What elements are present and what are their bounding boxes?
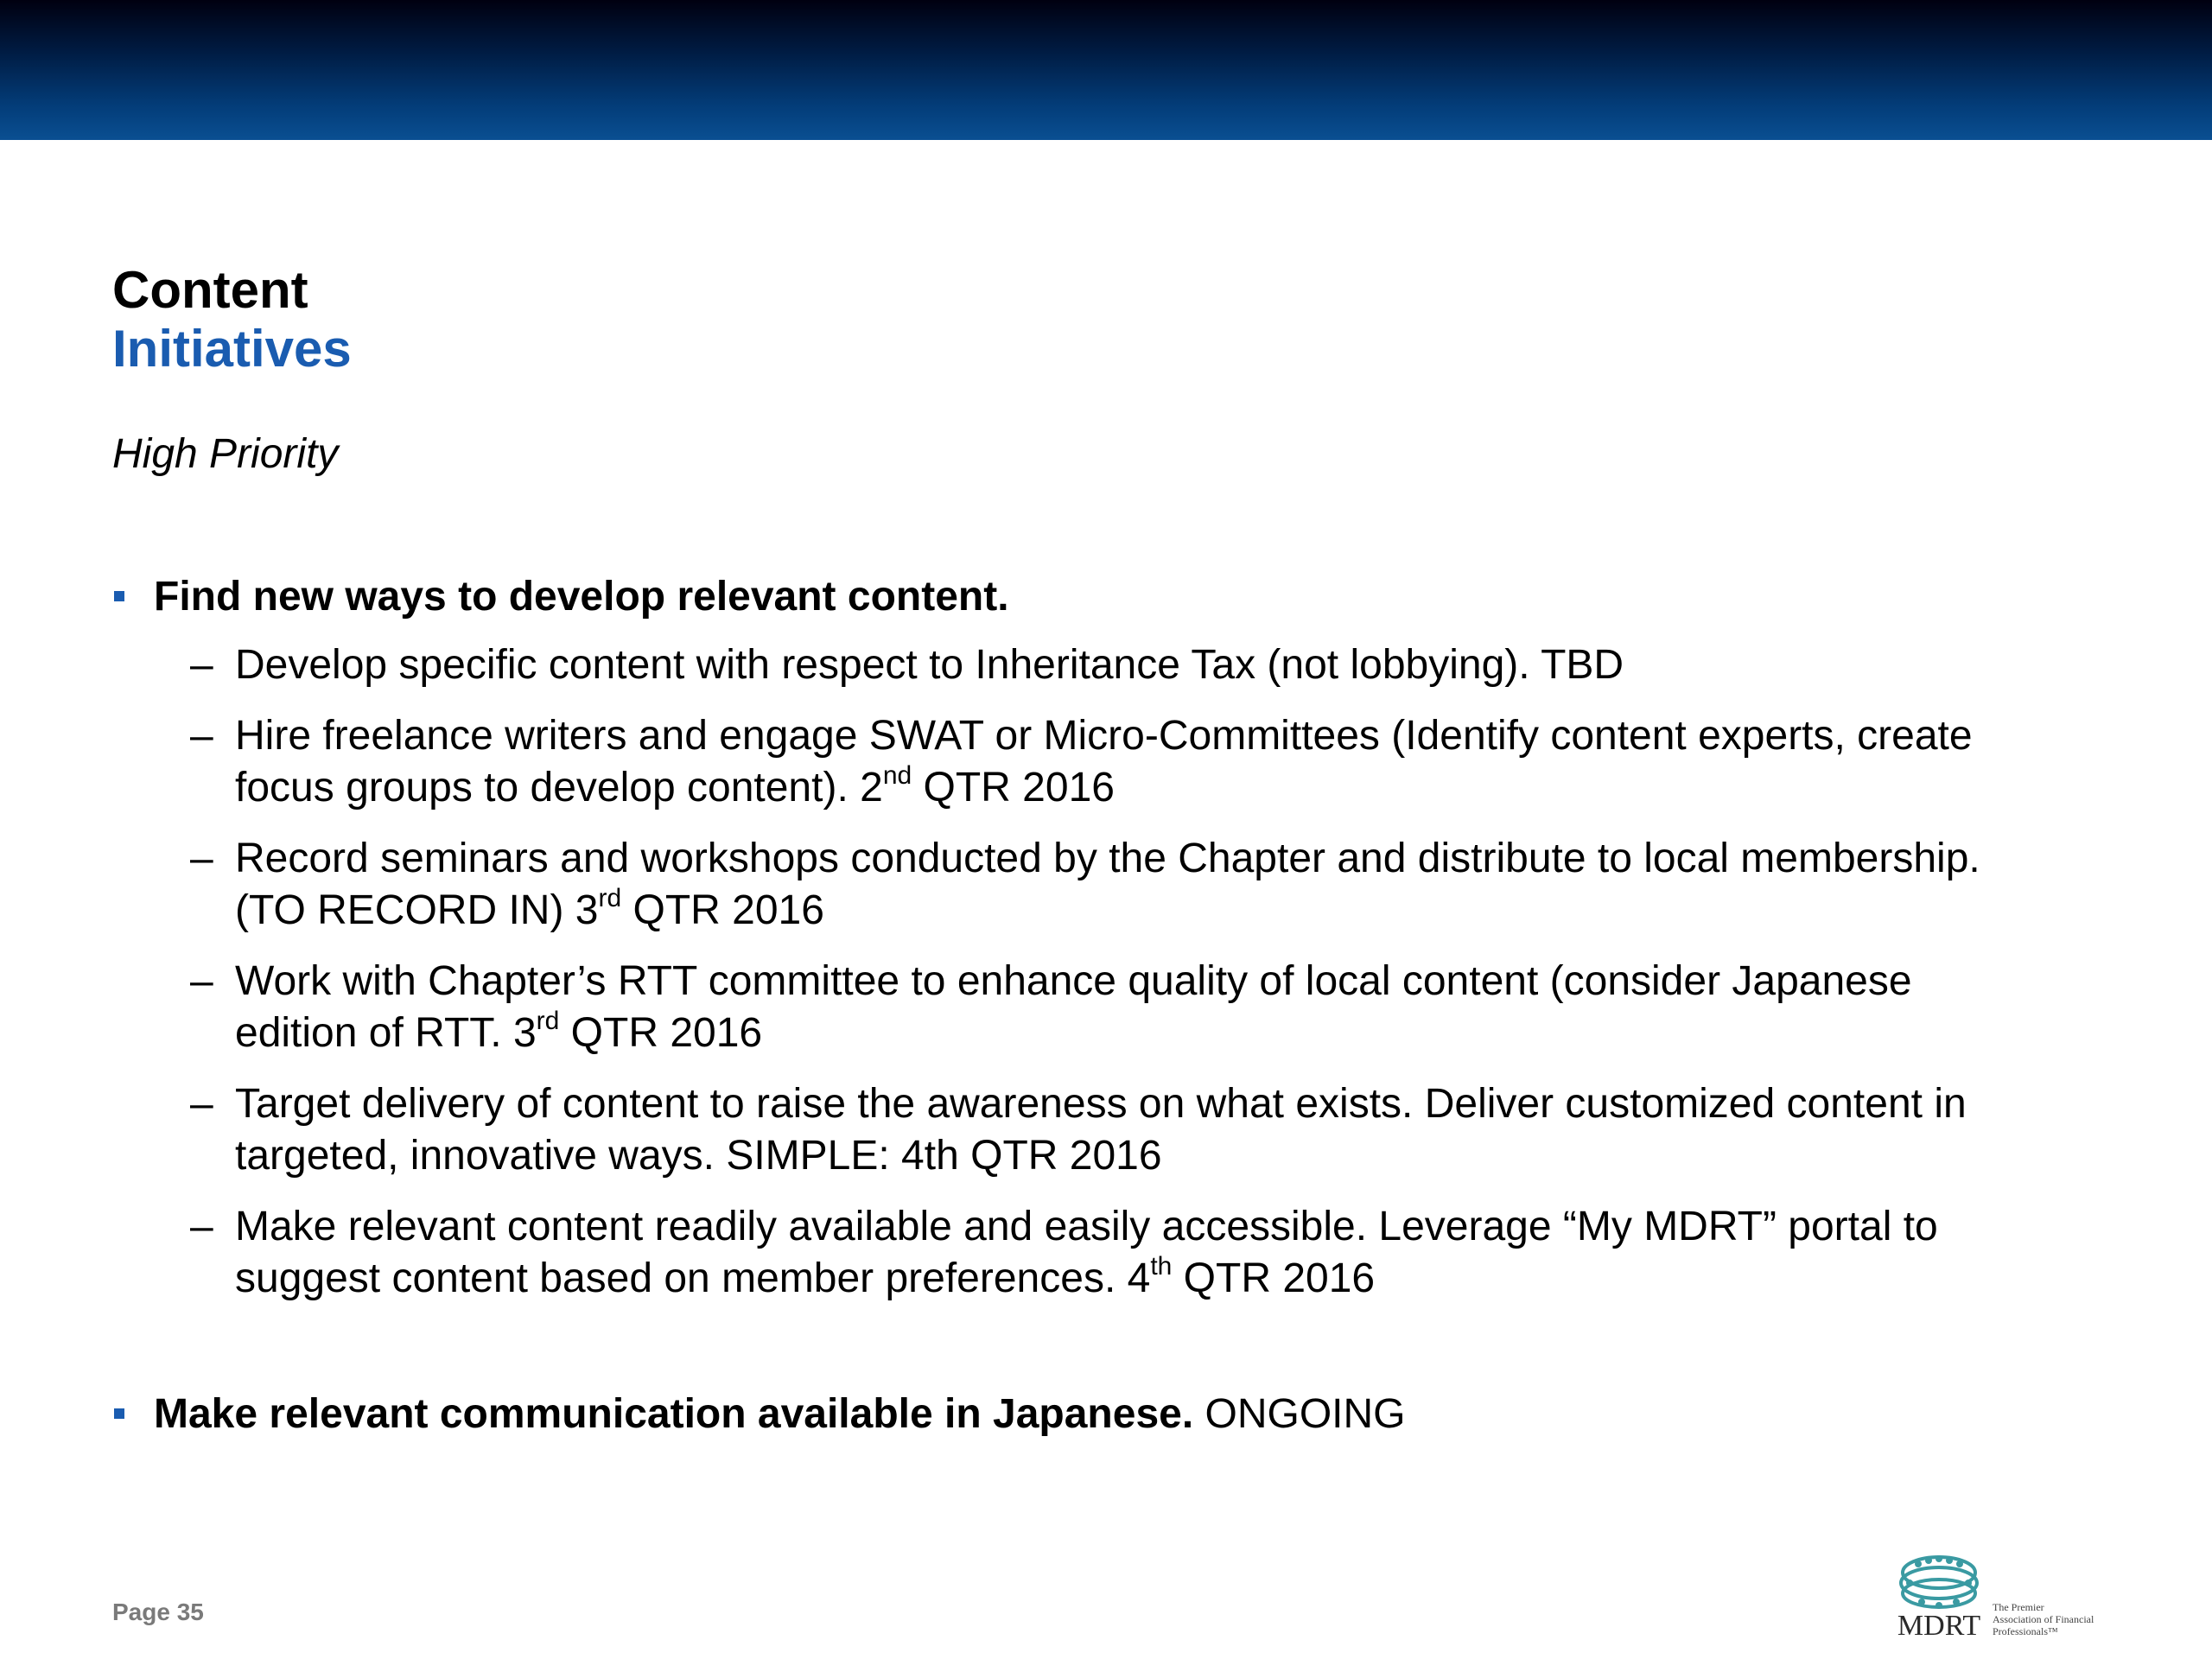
sub-item-text-line1: Work with Chapter’s RTT committee to enhance quality of local content (consider Japanese — [235, 958, 1912, 1004]
sub-item — [190, 833, 2074, 937]
sub-item — [190, 1078, 2074, 1182]
ordinal-suffix: rd — [536, 1007, 560, 1035]
sub-item-text-line2: (TO RECORD IN) 3 — [235, 887, 599, 933]
sub-item — [190, 710, 2074, 814]
sub-item-date: QTR 2016 — [912, 765, 1115, 810]
sub-item — [190, 639, 2074, 691]
page-number: Page 35 — [112, 1599, 204, 1625]
sub-item-text-line2: focus groups to develop content). 2 — [235, 765, 883, 810]
title-line-initiatives: Initiatives — [112, 320, 352, 378]
bullet-2-status: ONGOING — [1193, 1391, 1406, 1437]
sub-item-text-line2: targeted, innovative ways. SIMPLE: 4th QTR 2016 — [235, 1133, 1162, 1179]
sub-item-date: QTR 2016 — [621, 887, 824, 933]
square-bullet-icon — [114, 591, 124, 601]
sub-item — [190, 1201, 2074, 1305]
svg-text:The Premier: The Premier — [1993, 1601, 2044, 1613]
dash-bullet-icon: – — [190, 1081, 213, 1127]
svg-text:MDRT: MDRT — [1897, 1610, 1981, 1642]
header-band — [0, 0, 2212, 140]
dash-bullet-icon: – — [190, 713, 213, 759]
square-bullet-icon — [114, 1408, 124, 1419]
sub-item-date: QTR 2016 — [559, 1010, 763, 1056]
priority-subtitle: High Priority — [112, 431, 339, 477]
ordinal-suffix: nd — [882, 761, 912, 790]
sub-item-date: QTR 2016 — [1172, 1255, 1376, 1301]
sub-item — [190, 956, 2074, 1059]
dash-bullet-icon: – — [190, 642, 213, 688]
sub-item-text-line1: Hire freelance writers and engage SWAT or Micro-Committees (Identify content experts, create — [235, 713, 1973, 759]
dash-bullet-icon: – — [190, 1204, 213, 1249]
bullet-2-heading: Make relevant communication available in Japanese. — [154, 1391, 1194, 1437]
title-line-content: Content — [112, 261, 308, 319]
page-title — [112, 261, 352, 378]
sub-item-text: Develop specific content with respect to Inheritance Tax (not lobbying). TBD — [235, 642, 1624, 688]
sub-item-text-line2: suggest content based on member preferences. 4 — [235, 1255, 1151, 1301]
sub-item-text-line2: edition of RTT. 3 — [235, 1010, 537, 1056]
bullet-1-heading: Find new ways to develop relevant content. — [154, 574, 1009, 620]
ordinal-suffix: rd — [598, 884, 622, 912]
dash-bullet-icon: – — [190, 958, 213, 1004]
svg-text:Professionals™: Professionals™ — [1993, 1625, 2058, 1637]
mdrt-logo — [1897, 1538, 2108, 1642]
sub-item-text-line1: Record seminars and workshops conducted by the Chapter and distribute to local membership. — [235, 836, 1980, 881]
sub-item-list — [190, 639, 2074, 1324]
svg-text:Association of Financial: Association of Financial — [1993, 1613, 2094, 1625]
sub-item-text-line1: Make relevant content readily available and easily accessible. Leverage “My MDRT” portal to — [235, 1204, 1938, 1249]
ordinal-suffix: th — [1150, 1252, 1173, 1281]
dash-bullet-icon: – — [190, 836, 213, 881]
sub-item-text-line1: Target delivery of content to raise the awareness on what exists. Deliver customized content in — [235, 1081, 1967, 1127]
